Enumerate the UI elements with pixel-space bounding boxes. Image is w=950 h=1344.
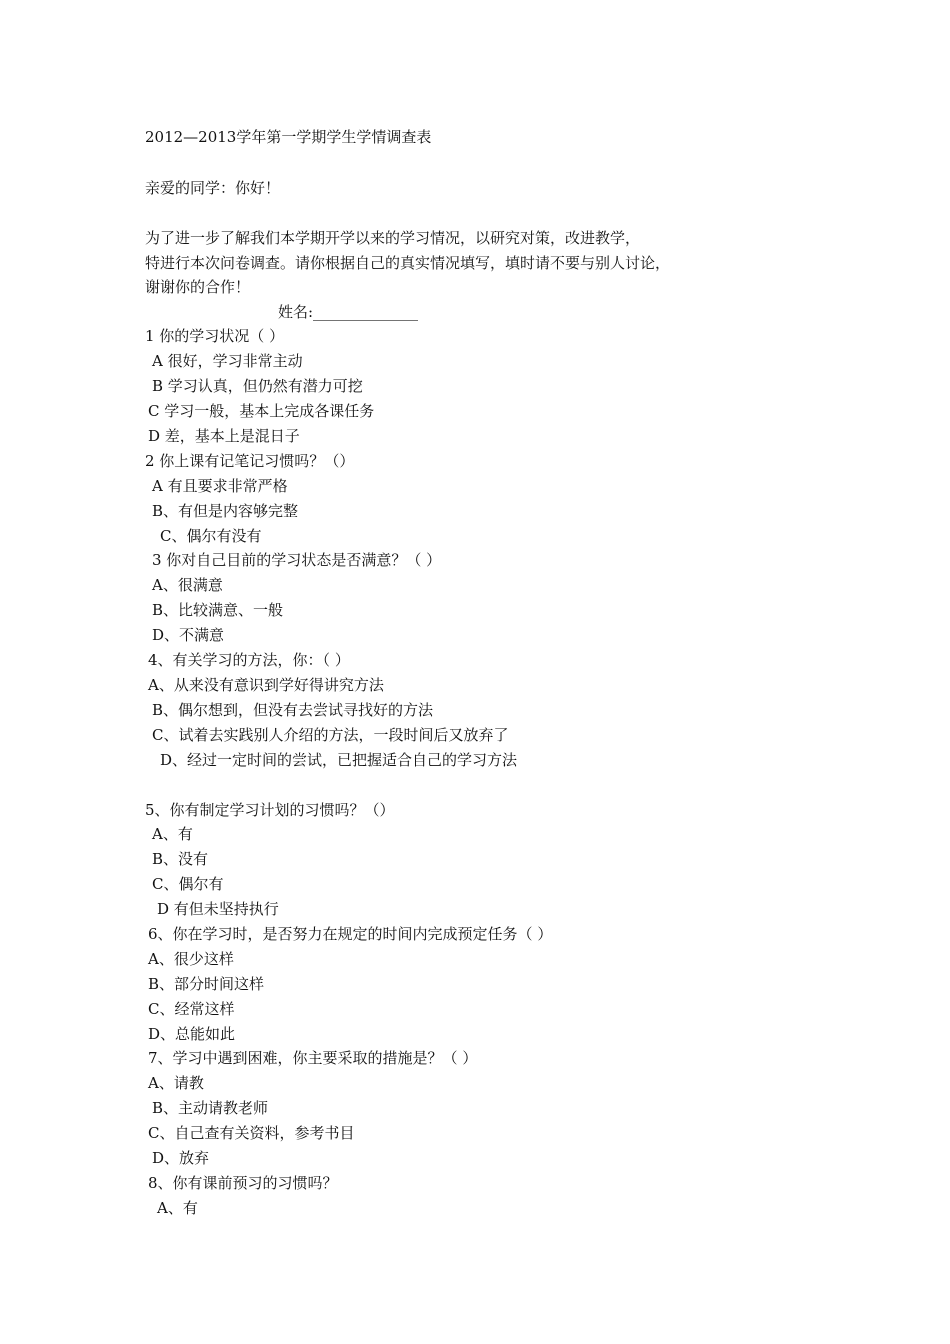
intro-line: 特进行本次问卷调查。请你根据自己的真实情况填写，填时请不要与别人讨论， <box>145 254 671 272</box>
option: A、有 <box>157 1199 198 1217</box>
option: B、有但是内容够完整 <box>152 502 299 520</box>
option: C、偶尔有 <box>152 875 224 893</box>
option: B、主动请教老师 <box>152 1099 269 1117</box>
option: C 学习一般，基本上完成各课任务 <box>148 402 375 420</box>
question-5: 5、你有制定学习计划的习惯吗？（） <box>145 801 395 819</box>
intro-line: 为了进一步了解我们本学期开学以来的学习情况，以研究对策，改进教学， <box>145 229 641 247</box>
document-title: 2012—2013学年第一学期学生学情调查表 <box>145 128 432 146</box>
option: C、自己查有关资料，参考书目 <box>148 1124 355 1142</box>
question-3: 3 你对自己目前的学习状态是否满意？（ ） <box>152 551 442 569</box>
intro-line: 谢谢你的合作！ <box>145 278 251 296</box>
option: C、试着去实践别人介绍的方法，一段时间后又放弃了 <box>152 726 509 744</box>
question-4: 4、有关学习的方法，你：（ ） <box>148 651 350 669</box>
option: B、没有 <box>152 850 209 868</box>
option: A、很满意 <box>152 576 223 594</box>
option: B 学习认真，但仍然有潜力可挖 <box>152 377 363 395</box>
option: D、放弃 <box>152 1149 210 1167</box>
question-2: 2 你上课有记笔记习惯吗？（） <box>145 452 355 470</box>
name-field: 姓名:______________ <box>278 303 419 321</box>
option: A、请教 <box>148 1074 204 1092</box>
option: A、很少这样 <box>148 950 234 968</box>
option: D 差，基本上是混日子 <box>148 427 300 445</box>
option: A、有 <box>152 825 193 843</box>
option: B、部分时间这样 <box>148 975 265 993</box>
question-7: 7、学习中遇到困难，你主要采取的措施是？（ ） <box>148 1049 478 1067</box>
option: D、总能如此 <box>148 1025 236 1043</box>
option: B、偶尔想到，但没有去尝试寻找好的方法 <box>152 701 434 719</box>
option: D、经过一定时间的尝试，已把握适合自己的学习方法 <box>160 751 518 769</box>
option: C、经常这样 <box>148 1000 235 1018</box>
question-1: 1 你的学习状况（ ） <box>145 327 285 345</box>
option: A 很好，学习非常主动 <box>152 352 303 370</box>
option: D 有但未坚持执行 <box>157 900 279 918</box>
greeting: 亲爱的同学：你好！ <box>145 179 281 197</box>
option: A、从来没有意识到学好得讲究方法 <box>148 676 384 694</box>
option: A 有且要求非常严格 <box>152 477 288 495</box>
question-6: 6、你在学习时，是否努力在规定的时间内完成预定任务（ ） <box>148 925 553 943</box>
question-8: 8、你有课前预习的习惯吗？ <box>148 1174 338 1192</box>
option: C、偶尔有没有 <box>160 527 262 545</box>
option: D、不满意 <box>152 626 225 644</box>
option: B、比较满意、一般 <box>152 601 284 619</box>
